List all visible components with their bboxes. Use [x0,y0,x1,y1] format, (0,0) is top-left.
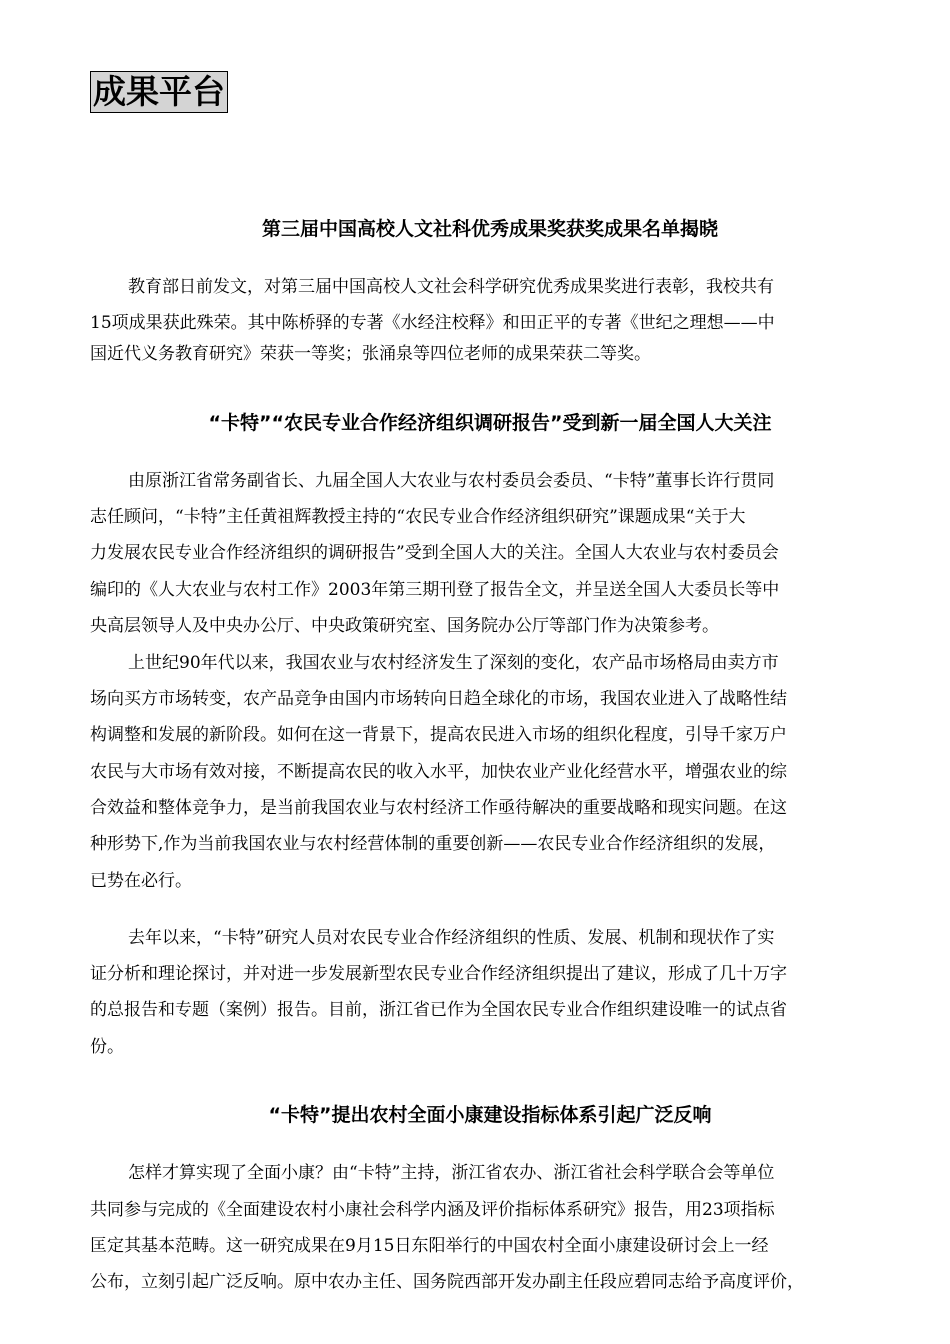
article-2-line-4: 编印的《人大农业与农村工作》2003年第三期刊登了报告全文，并呈送全国人大委员长等中 [90,580,780,600]
article-1-title: 第三届中国高校人文社科优秀成果奖获奖成果名单揭晓 [261,218,718,240]
article-1-line-3: 国近代义务教育研究》荣获一等奖；张涌泉等四位老师的成果荣获二等奖。 [90,344,651,364]
article-1-line-2: 15项成果获此殊荣。其中陈桥驿的专著《水经注校释》和田正平的专著《世纪之理想——中 [90,313,775,333]
article-3-line-2: 共同参与完成的《全面建设农村小康社会科学内涵及评价指标体系研究》报告，用23项指标 [90,1200,775,1220]
article-3-line-1: 怎样才算实现了全面小康？由“卡特”主持，浙江省农办、浙江省社会科学联合会等单位 [128,1163,775,1183]
article-2-title: “卡特”“农民专业合作经济组织调研报告”受到新一届全国人大关注 [208,412,772,434]
article-2-line-9: 农民与大市场有效对接，不断提高农民的收入水平，加快农业产业化经营水平，增强农业的综 [90,762,787,782]
article-2-line-3: 力发展农民专业合作经济组织的调研报告”受到全国人大的关注。全国人大农业与农村委员会 [90,543,779,563]
article-3-line-4: 公布，立刻引起广泛反响。原中农办主任、国务院西部开发办副主任段应碧同志给予高度评价， [90,1272,804,1292]
article-2-line-16: 份。 [90,1037,124,1057]
article-2-line-2: 志任顾问，“卡特”主任黄祖辉教授主持的“农民专业合作经济组织研究”课题成果“关于大 [90,507,746,527]
article-2-line-7: 场向买方市场转变，农产品竞争由国内市场转向日趋全球化的市场，我国农业进入了战略性结 [90,689,787,709]
article-2-line-6: 上世纪90年代以来，我国农业与农村经济发生了深刻的变化，农产品市场格局由卖方市 [128,653,779,673]
article-2-line-1: 由原浙江省常务副省长、九届全国人大农业与农村委员会委员、“卡特”董事长许行贯同 [128,471,775,491]
article-2-line-13: 去年以来，“卡特”研究人员对农民专业合作经济组织的性质、发展、机制和现状作了实 [128,928,775,948]
article-2-line-5: 央高层领导人及中央办公厅、中央政策研究室、国务院办公厅等部门作为决策参考。 [90,616,719,636]
article-2-line-11: 种形势下,作为当前我国农业与农村经营体制的重要创新——农民专业合作经济组织的发展， [90,834,776,854]
article-2-line-8: 构调整和发展的新阶段。如何在这一背景下，提高农民进入市场的组织化程度，引导千家万户 [90,725,787,745]
article-1-line-1: 教育部日前发文，对第三届中国高校人文社会科学研究优秀成果奖进行表彰，我校共有 [128,277,774,297]
article-3-line-3: 匡定其基本范畴。这一研究成果在9月15日东阳举行的中国农村全面小康建设研讨会上一经 [90,1236,769,1256]
article-2-line-10: 合效益和整体竞争力，是当前我国农业与农村经济工作亟待解决的重要战略和现实问题。在这 [90,798,787,818]
article-2-line-15: 的总报告和专题（案例）报告。目前，浙江省已作为全国农民专业合作组织建设唯一的试点省 [90,1000,787,1020]
article-2-line-14: 证分析和理论探讨，并对进一步发展新型农民专业合作经济组织提出了建议，形成了几十万字 [90,964,787,984]
article-2-line-12: 已势在必行。 [90,871,192,891]
article-3-title: “卡特”提出农村全面小康建设指标体系引起广泛反响 [268,1104,712,1126]
section-title: 成果平台 [90,71,228,113]
